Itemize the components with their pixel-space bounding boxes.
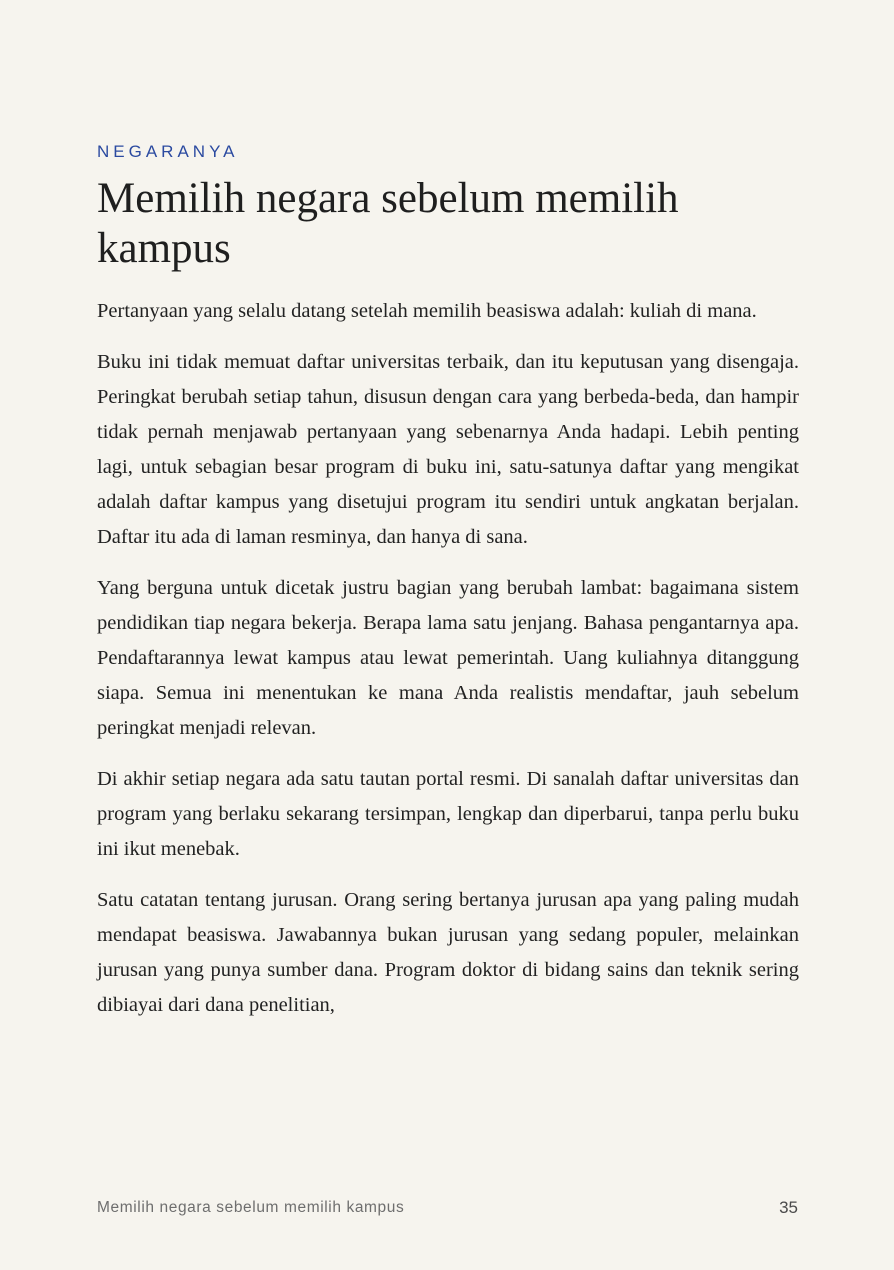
page-number: 35: [779, 1198, 798, 1217]
page-title: Memilih negara sebelum memilih kampus: [97, 175, 679, 272]
page-content: [97, 141, 799, 1039]
section-label: NEGARANYA: [97, 142, 239, 161]
running-title: Memilih negara sebelum memilih kampus: [97, 1199, 405, 1216]
paragraph-4: Di akhir setiap negara ada satu tautan portal resmi. Di sanalah daftar universitas dan program yang berlaku sekarang tersimpan, lengkap dan diperbarui, tanpa perlu buku ini ikut menebak.: [97, 768, 799, 860]
paragraph-5: Satu catatan tentang jurusan. Orang sering bertanya jurusan apa yang paling mudah mendapat beasiswa. Jawabannya bukan jurusan yang sedang populer, melainkan jurusan yang punya sumber dana. Program doktor di bidang sains dan teknik sering dibiayai dari dana penelitian,: [97, 889, 799, 1016]
paragraph-1: Pertanyaan yang selalu datang setelah memilih beasiswa adalah: kuliah di mana.: [97, 300, 757, 322]
paragraph-2: Buku ini tidak memuat daftar universitas terbaik, dan itu keputusan yang disengaja. Peringkat berubah setiap tahun, disusun dengan cara yang berbeda-beda, dan hampir tidak pernah menjawab pertanyaan yang sebenarnya Anda hadapi. Lebih penting lagi, untuk sebagian besar program di buku ini, satu-satunya daftar yang mengikat adalah daftar kampus yang disetujui program itu sendiri untuk angkatan berjalan. Daftar itu ada di laman resminya, dan hanya di sana.: [97, 351, 799, 548]
page-footer: [97, 1196, 798, 1220]
paragraph-3: Yang berguna untuk dicetak justru bagian yang berubah lambat: bagaimana sistem pendidikan tiap negara bekerja. Berapa lama satu jenjang. Bahasa pengantarnya apa. Pendaftarannya lewat kampus atau lewat pemerintah. Uang kuliahnya ditanggung siapa. Semua ini menentukan ke mana Anda realistis mendaftar, jauh sebelum peringkat menjadi relevan.: [97, 577, 799, 739]
